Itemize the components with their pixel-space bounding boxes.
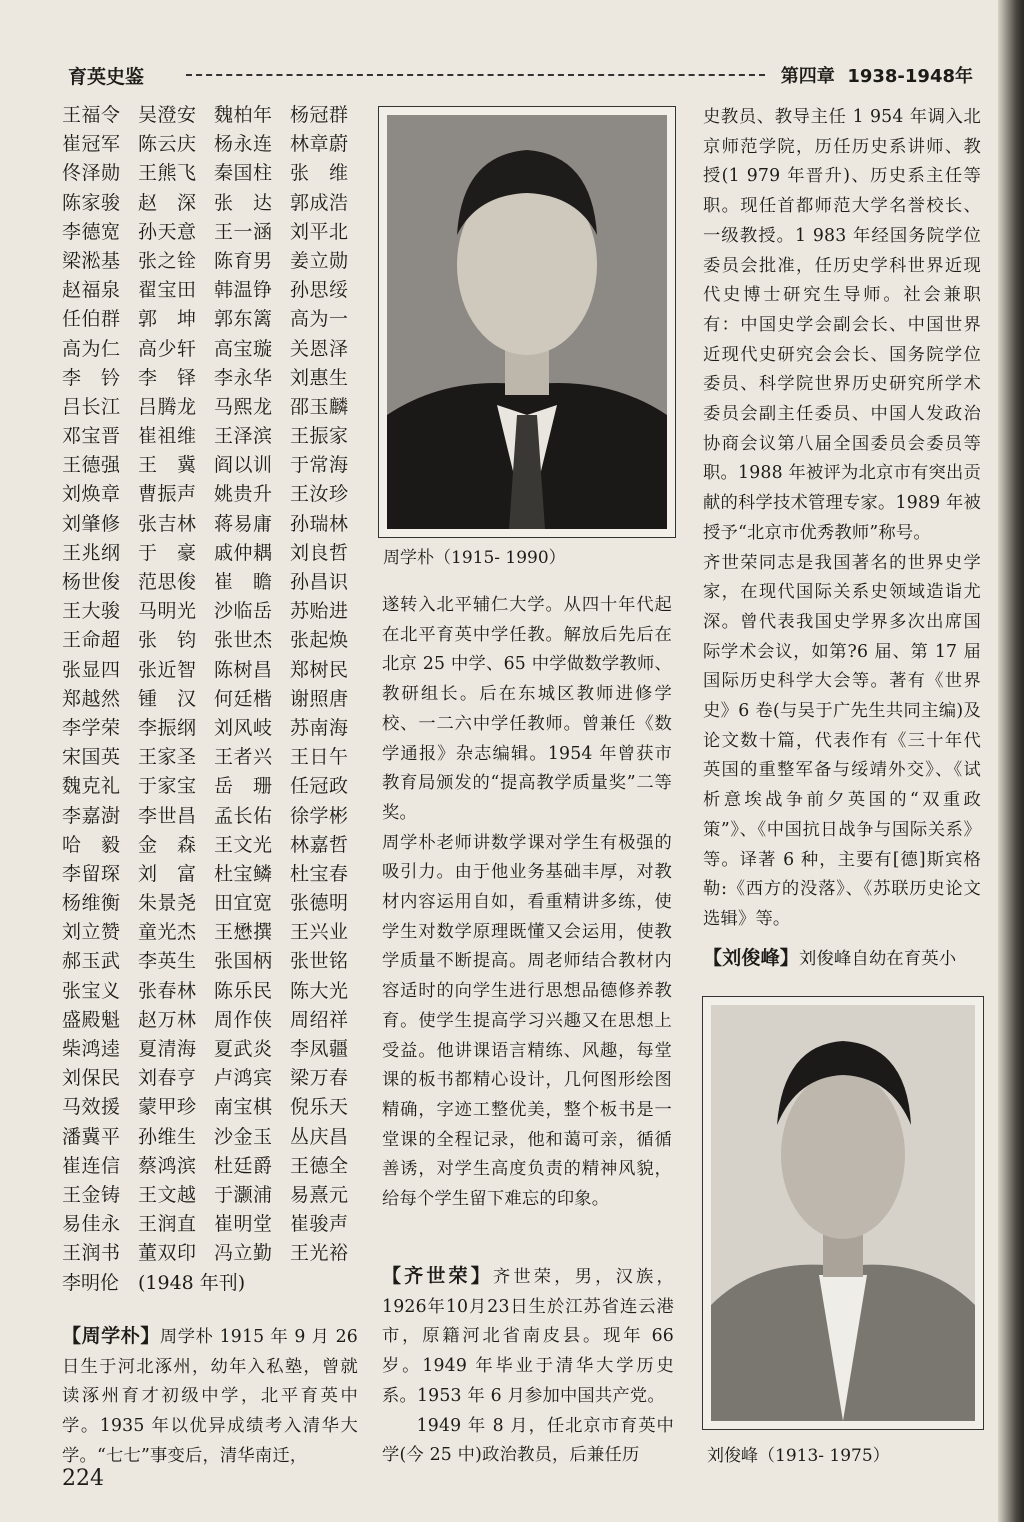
liu-photo-caption: 刘俊峰（1913- 1975） [707, 1446, 890, 1466]
name-row [62, 218, 367, 247]
name-entry: 张起焕 [290, 629, 349, 652]
name-entry: 高宝璇 [214, 337, 273, 360]
name-entry: 刘 富 [138, 862, 197, 885]
name-row [62, 451, 367, 480]
name-entry: 魏克礼 [62, 775, 121, 798]
name-row [62, 1239, 367, 1268]
name-entry: 南宝棋 [214, 1096, 273, 1119]
name-entry: 陈乐民 [214, 979, 273, 1002]
name-entry: 刘保民 [62, 1067, 121, 1090]
name-row [62, 685, 367, 714]
name-entry: 刘春亨 [138, 1067, 197, 1090]
name-entry: 王文越 [138, 1183, 197, 1206]
name-entry: 徐学彬 [290, 804, 349, 827]
name-entry: 张世铭 [290, 950, 349, 973]
zhou-portrait-photo [378, 106, 676, 538]
name-entry: 张春林 [138, 979, 197, 1002]
page-binding-edge [998, 0, 1024, 1522]
name-entry: 曹振声 [138, 483, 197, 506]
name-entry: 邵玉麟 [290, 395, 349, 418]
name-entry: 戚仲耦 [214, 541, 273, 564]
name-entry: 李振纲 [138, 716, 197, 739]
name-entry: 刘立赞 [62, 921, 121, 944]
name-row [62, 743, 367, 772]
name-entry: 赵万林 [138, 1008, 197, 1031]
name-entry: 梁淞基 [62, 249, 121, 272]
name-entry: 卢鸿宾 [214, 1067, 273, 1090]
book-title: 育英史鉴 [68, 66, 145, 88]
name-row [62, 597, 367, 626]
name-row [62, 276, 367, 305]
name-entry: 崔明堂 [214, 1213, 273, 1236]
name-row [62, 626, 367, 655]
liu-intro: 【刘俊峰】刘俊峰自幼在育英小 [703, 947, 957, 969]
name-entry: 邓宝晋 [62, 425, 121, 448]
name-entry: 张 钧 [138, 629, 197, 652]
name-entry: 梁万春 [290, 1067, 349, 1090]
name-entry: 岳 珊 [214, 775, 273, 798]
name-entry: 阎以训 [214, 454, 273, 477]
name-entry: 翟宝田 [138, 279, 197, 302]
name-entry: 于 豪 [138, 541, 197, 564]
name-entry: 姚贵升 [214, 483, 273, 506]
name-entry: 周作侠 [214, 1008, 273, 1031]
portrait-zhou-image [387, 115, 667, 529]
name-entry: 张 达 [214, 191, 273, 214]
name-entry: 李留琛 [62, 862, 121, 885]
name-entry: 何廷楷 [214, 687, 273, 710]
page-number: 224 [62, 1466, 104, 1491]
name-entry: 王兴业 [290, 921, 349, 944]
name-entry: 杨冠群 [290, 104, 349, 126]
name-entry: 王福令 [62, 104, 121, 126]
name-entry: 王泽滨 [214, 425, 273, 448]
chapter-heading: 第四章 1938-1948年 [780, 66, 973, 87]
name-entry: 王熊飞 [138, 162, 197, 185]
name-entry: 吕腾龙 [138, 395, 197, 418]
name-entry: 周绍祥 [290, 1008, 349, 1031]
name-entry: 谢照唐 [290, 687, 349, 710]
name-row [62, 335, 367, 364]
name-entry: 陈育男 [214, 249, 273, 272]
name-entry: 王金铸 [62, 1183, 121, 1206]
name-entry: 王润书 [62, 1242, 121, 1265]
name-entry: 张之铨 [138, 249, 197, 272]
name-row [62, 1210, 367, 1239]
name-row [62, 802, 367, 831]
name-row [62, 393, 367, 422]
name-entry: 于常海 [290, 454, 349, 477]
portrait-liu-image [711, 1005, 975, 1421]
name-entry: 张德明 [290, 892, 349, 915]
qi-bio-continued: 史教员、教导主任 1 954 年调入北京师范学院，历任历史系讲师、教授(1 979 年晋升)、历史系主任等职。现任首都师范大学名誉校长、一级教授。1 983 年经国务院学位委员会批准，任历史学科世界近现代史博士研究生导师。社会兼职有：中国史学会副会长、中国世界近现代史研究会会长、国务院学位委员、科学院世界历史研究所学术委员会副主任委员、中国人发政治协商会议第八届全国委员会委员等职。1988 年被评为北京市有突出贡献的科学技术管理专家。1989 年被授予“北京市优秀教师”称号。 齐世荣同志是我国著名的世界史学家，在现代国际关系史领域造诣尤深。曾代表我国史学界多次出席国际学术会议，如第?6 届、第 17 届国际历史科学大会等。著有《世界史》6 卷(与吴于广先生共同主编)及论文数十篇，代表作有《三十年代英国的重整军备与绥靖外交》、《试析意埃战争前夕英国的“双重政策”》、《中国抗日战争与国际关系》等。译著 6 种，主要有[德]斯宾格勒:《西方的没落》、《苏联历史论文选辑》等。 [703, 107, 981, 929]
name-entry: 王命超 [62, 629, 121, 652]
name-entry: 苏南海 [290, 716, 349, 739]
name-row [62, 247, 367, 276]
qi-heading: 【齐世荣】 [382, 1265, 493, 1287]
name-entry: 李凤疆 [290, 1038, 349, 1060]
name-entry: 丛庆昌 [290, 1125, 349, 1148]
liu-portrait-photo [702, 996, 984, 1430]
name-entry: 崔骏声 [290, 1213, 349, 1236]
name-entry: 陈云庆 [138, 133, 197, 156]
name-entry: 蒋易庸 [214, 512, 273, 535]
name-entry: 苏贻进 [290, 600, 349, 623]
name-entry: 王家圣 [138, 746, 197, 769]
liu-heading: 【刘俊峰】 [703, 947, 800, 969]
running-header [68, 60, 973, 90]
name-list-last-row [62, 1269, 367, 1298]
name-row [62, 568, 367, 597]
name-entry: 崔连信 [62, 1154, 121, 1177]
name-row [62, 918, 367, 947]
name-entry: 郭 坤 [138, 308, 197, 331]
name-entry: 李德宽 [62, 220, 121, 243]
name-entry: 赵 深 [138, 191, 197, 214]
name-entry: 张宝义 [62, 979, 121, 1002]
name-entry: 倪乐天 [290, 1096, 349, 1119]
name-entry: 刘焕章 [62, 483, 121, 506]
name-entry: 陈家骏 [62, 191, 121, 214]
name-row [62, 130, 367, 159]
name-entry: 任伯群 [62, 308, 121, 331]
name-entry: 蒙甲珍 [138, 1096, 197, 1119]
name-entry: 崔冠军 [62, 133, 121, 156]
name-entry: 王者兴 [214, 746, 273, 769]
name-row [62, 831, 367, 860]
name-row [62, 1181, 367, 1210]
name-entry: 于灏浦 [214, 1183, 273, 1206]
name-entry: 易佳永 [62, 1213, 121, 1236]
name-row [62, 480, 367, 509]
name-entry: 赵福泉 [62, 279, 121, 302]
name-entry: 盛殿魁 [62, 1008, 121, 1031]
name-entry: 宋国英 [62, 746, 121, 769]
name-entry: 任冠政 [290, 775, 349, 798]
name-entry: 李 铎 [138, 366, 197, 389]
name-entry: 魏柏年 [214, 104, 273, 126]
name-entry: 高为一 [290, 308, 349, 331]
name-entry: 王德全 [290, 1154, 349, 1177]
name-entry: 陈树昌 [214, 658, 273, 681]
name-row [62, 947, 367, 976]
name-entry: 张国柄 [214, 950, 273, 973]
name-row [62, 305, 367, 334]
name-row [62, 1035, 367, 1064]
name-entry: 张 维 [290, 162, 349, 185]
zhou-photo-caption: 周学朴（1915- 1990） [383, 548, 566, 568]
name-entry: 张近智 [138, 658, 197, 681]
name-entry: 马效援 [62, 1096, 121, 1119]
name-entry: 张显四 [62, 658, 121, 681]
name-entry: 郑越然 [62, 687, 121, 710]
name-entry: 朱景尧 [138, 892, 197, 915]
header-dashed-rule [186, 74, 765, 76]
name-entry: 李 钤 [62, 366, 121, 389]
name-entry: 李世昌 [138, 804, 197, 827]
name-entry: 童光杰 [138, 921, 197, 944]
name-entry: 杨维衡 [62, 892, 121, 915]
name-entry: 刘风岐 [214, 716, 273, 739]
name-entry: 李英生 [138, 950, 197, 973]
name-entry: 姜立勋 [290, 249, 349, 272]
name-entry: 关恩泽 [290, 337, 349, 360]
zhou-heading: 【周学朴】 [62, 1325, 160, 1347]
name-entry: 张世杰 [214, 629, 273, 652]
name-entry: 郑树民 [290, 658, 349, 681]
name-entry: 田宜宽 [214, 892, 273, 915]
name-entry: 吕长江 [62, 395, 121, 418]
name-entry: 杨世俊 [62, 571, 121, 593]
name-entry: 于家宝 [138, 775, 197, 798]
name-entry: 王德强 [62, 454, 121, 477]
name-entry: 王振家 [290, 425, 349, 448]
year-note: (1948 年刊) [138, 1271, 246, 1294]
name-row [62, 889, 367, 918]
name-row [62, 539, 367, 568]
name-row [62, 189, 367, 218]
name-row [62, 1152, 367, 1181]
name-entry: 锺 汉 [138, 687, 197, 710]
name-entry: 郭东篱 [214, 308, 273, 331]
name-row [62, 977, 367, 1006]
name-entry: 杜廷爵 [214, 1154, 273, 1177]
name-entry: 林嘉哲 [290, 833, 349, 856]
name-entry: 林章蔚 [290, 133, 349, 156]
name-entry: 郭成浩 [290, 191, 349, 214]
name-entry: 沙临岳 [214, 600, 273, 623]
name-row [62, 656, 367, 685]
zhou-bio-start: 【周学朴】周学朴 1915 年 9 月 26 日生于河北涿州，幼年入私塾，曾就读涿州育才初级中学，北平育英中学。1935 年以优异成绩考入清华大学。“七七”事变后，清华南迁， [62, 1325, 358, 1466]
name-entry: 哈 毅 [62, 833, 121, 856]
name-entry: 郝玉武 [62, 950, 121, 973]
name-entry: 孟长佑 [214, 804, 273, 827]
name-entry: 易熹元 [290, 1183, 349, 1206]
name-entry: 陈大光 [290, 979, 349, 1002]
name-row [62, 772, 367, 801]
name-row [62, 1064, 367, 1093]
name-entry: 崔 瞻 [214, 571, 273, 593]
name-entry: 韩温铮 [214, 279, 273, 302]
name-entry: 沙金玉 [214, 1125, 273, 1148]
name-entry: 秦国柱 [214, 162, 273, 185]
name-entry: 杜宝鳞 [214, 862, 273, 885]
name-entry: 刘平北 [290, 220, 349, 243]
name-row [62, 364, 367, 393]
name-entry: 王懋撰 [214, 921, 273, 944]
name-row [62, 101, 367, 130]
name-entry: 王汝珍 [290, 483, 349, 506]
name-entry: 刘惠生 [290, 366, 349, 389]
name-entry: 张吉林 [138, 512, 197, 535]
name-entry: 夏武炎 [214, 1038, 273, 1060]
name-entry: 刘肇修 [62, 512, 121, 535]
name-entry: 马熙龙 [214, 395, 273, 418]
name-entry: 刘良哲 [290, 541, 349, 564]
name-entry: 王大骏 [62, 600, 121, 623]
name-entry: 李明伦 [62, 1271, 120, 1294]
zhou-bio-continued: 遂转入北平辅仁大学。从四十年代起在北平育英中学任教。解放后先后在北京 25 中学、65 中学做数学教师、教研组长。后在东城区教师进修学校、一二六中学任教师。曾兼任《数学通报》杂志编辑。1954 年曾获市教育局颁发的“提高教学质量奖”二等奖。 周学朴老师讲数学课对学生有极强的吸引力。由于他业务基础丰厚，对教材内容运用自如，看重精讲多练，使学生对数学原理既懂又会运用，使教学质量不断提高。周老师结合教材内容适时的向学生进行思想品德修养教育。使学生提高学习兴趣又在思想上受益。他讲课语言精练、风趣，每堂课的板书都精心设计，几何图形绘图精确，字迹工整优美，整个板书是一堂课的全程记录，他和蔼可亲，循循善诱，对学生高度负责的精神风貌，给每个学生留下难忘的印象。 [382, 595, 672, 1210]
name-entry: 范思俊 [138, 571, 197, 593]
name-entry: 冯立勤 [214, 1242, 273, 1265]
name-entry: 马明光 [138, 600, 197, 623]
name-entry: 吴澄安 [138, 104, 197, 126]
name-entry: 高少轩 [138, 337, 197, 360]
name-entry: 孙瑞林 [290, 512, 349, 535]
name-entry: 王文光 [214, 833, 273, 856]
name-row [62, 510, 367, 539]
name-entry: 王一涵 [214, 220, 273, 243]
name-entry: 王润直 [138, 1213, 197, 1236]
qi-bio-start: 【齐世荣】齐世荣，男，汉族，1926年10月23日生於江苏省连云港市，原籍河北省南皮县。现年 66 岁。1949 年毕业于清华大学历史系。1953 年 6 月参加中国共产党。 1949 年 8 月，任北京市育英中学(今 25 中)政治教员，后兼任历 [382, 1265, 674, 1466]
name-entry: 孙思绥 [290, 279, 349, 302]
name-row [62, 1093, 367, 1122]
name-entry: 佟泽勋 [62, 162, 121, 185]
name-row [62, 422, 367, 451]
name-entry: 孙昌识 [290, 571, 349, 593]
name-entry: 杨永连 [214, 133, 273, 156]
name-entry: 柴鸿逵 [62, 1038, 121, 1060]
name-entry: 高为仁 [62, 337, 121, 360]
name-entry: 蔡鸿滨 [138, 1154, 197, 1177]
name-row [62, 714, 367, 743]
name-entry: 杜宝春 [290, 862, 349, 885]
name-entry: 王日午 [290, 746, 349, 769]
name-entry: 李永华 [214, 366, 273, 389]
name-row [62, 159, 367, 188]
graduate-name-list [62, 101, 367, 1298]
name-entry: 孙维生 [138, 1125, 197, 1148]
name-entry: 潘冀平 [62, 1125, 121, 1148]
name-row [62, 1006, 367, 1035]
name-entry: 董双印 [138, 1242, 197, 1265]
name-entry: 王光裕 [290, 1242, 349, 1265]
name-entry: 金 森 [138, 833, 197, 856]
name-entry: 夏清海 [138, 1038, 197, 1060]
name-entry: 李嘉澍 [62, 804, 121, 827]
name-row [62, 1123, 367, 1152]
name-entry: 孙天意 [138, 220, 197, 243]
name-entry: 李学荣 [62, 716, 121, 739]
name-entry: 王 冀 [138, 454, 197, 477]
name-entry: 王兆纲 [62, 541, 121, 564]
name-row [62, 860, 367, 889]
name-entry: 崔祖维 [138, 425, 197, 448]
